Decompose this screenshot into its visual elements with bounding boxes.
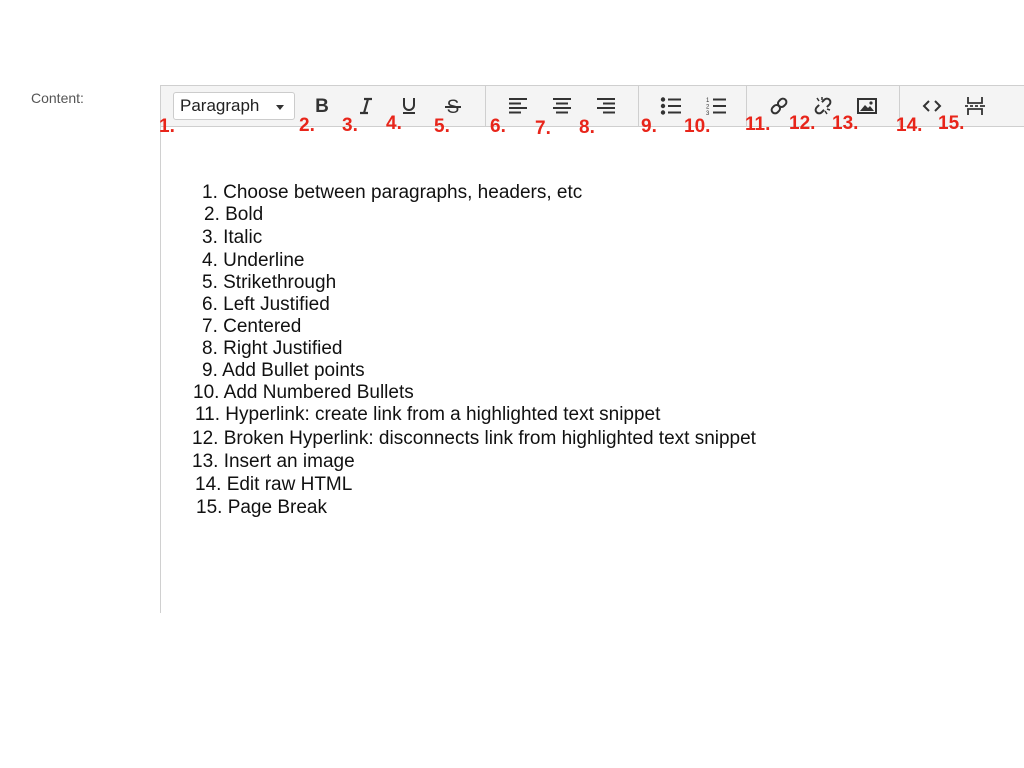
align-right-icon <box>596 96 616 116</box>
svg-text:3: 3 <box>706 111 710 116</box>
svg-text:B: B <box>315 96 329 116</box>
annotation-number: 5. <box>434 116 450 137</box>
annotation-number: 1. <box>159 116 175 137</box>
annotation-number: 3. <box>342 115 358 136</box>
legend-item: 13. Insert an image <box>192 451 355 472</box>
numbered-list-icon <box>705 96 727 116</box>
legend-item: 3. Italic <box>202 227 263 248</box>
toolbar-separator <box>638 86 639 126</box>
align-left-button[interactable] <box>504 92 532 120</box>
align-center-button[interactable] <box>548 92 576 120</box>
content-field-label: Content: <box>31 90 84 106</box>
svg-text:S: S <box>446 97 460 116</box>
annotation-number: 13. <box>832 113 859 134</box>
legend-item: 14. Edit raw HTML <box>195 474 353 495</box>
underline-icon <box>399 96 419 116</box>
annotation-number: 8. <box>579 117 595 138</box>
annotation-number: 14. <box>896 115 923 136</box>
annotation-number: 12. <box>789 113 816 134</box>
bold-icon <box>312 96 332 116</box>
page-break-button[interactable] <box>961 92 989 120</box>
legend-item: 1. Choose between paragraphs, headers, etc <box>202 182 583 203</box>
annotation-number: 10. <box>684 116 711 137</box>
legend-item: 11. Hyperlink: create link from a highlighted text snippet <box>195 404 661 425</box>
annotation-number: 4. <box>386 113 402 134</box>
toolbar-separator <box>485 86 486 126</box>
legend-item: 12. Broken Hyperlink: disconnects link from highlighted text snippet <box>192 428 756 449</box>
svg-text:1: 1 <box>706 98 710 104</box>
legend-item: 4. Underline <box>202 250 305 271</box>
annotation-number: 15. <box>938 113 965 134</box>
image-icon <box>857 97 877 115</box>
format-select[interactable] <box>173 92 295 120</box>
strikethrough-icon <box>443 96 463 116</box>
annotation-number: 9. <box>641 116 657 137</box>
italic-icon <box>356 96 376 116</box>
svg-text:2: 2 <box>706 104 710 111</box>
bullet-list-icon <box>660 96 682 116</box>
legend-item: 15. Page Break <box>196 497 327 518</box>
legend-item: 9. Add Bullet points <box>202 360 365 381</box>
align-center-icon <box>552 96 572 116</box>
annotation-number: 2. <box>299 115 315 136</box>
annotation-number: 7. <box>535 118 551 139</box>
legend-item: 2. Bold <box>204 204 264 225</box>
page-break-icon <box>964 96 986 116</box>
legend-item: 7. Centered <box>202 316 302 337</box>
align-right-button[interactable] <box>592 92 620 120</box>
annotation-number: 6. <box>490 116 506 137</box>
annotation-number: 11. <box>745 114 771 135</box>
legend-item: 8. Right Justified <box>202 338 343 359</box>
align-left-icon <box>508 96 528 116</box>
legend-item: 5. Strikethrough <box>202 272 337 293</box>
format-select-value: Paragraph <box>180 96 260 115</box>
legend-item: 6. Left Justified <box>202 294 330 315</box>
bullet-list-button[interactable] <box>657 92 685 120</box>
caret-down-icon <box>276 105 284 110</box>
link-icon <box>769 96 789 116</box>
unlink-icon <box>813 96 833 116</box>
legend-item: 10. Add Numbered Bullets <box>193 382 414 403</box>
